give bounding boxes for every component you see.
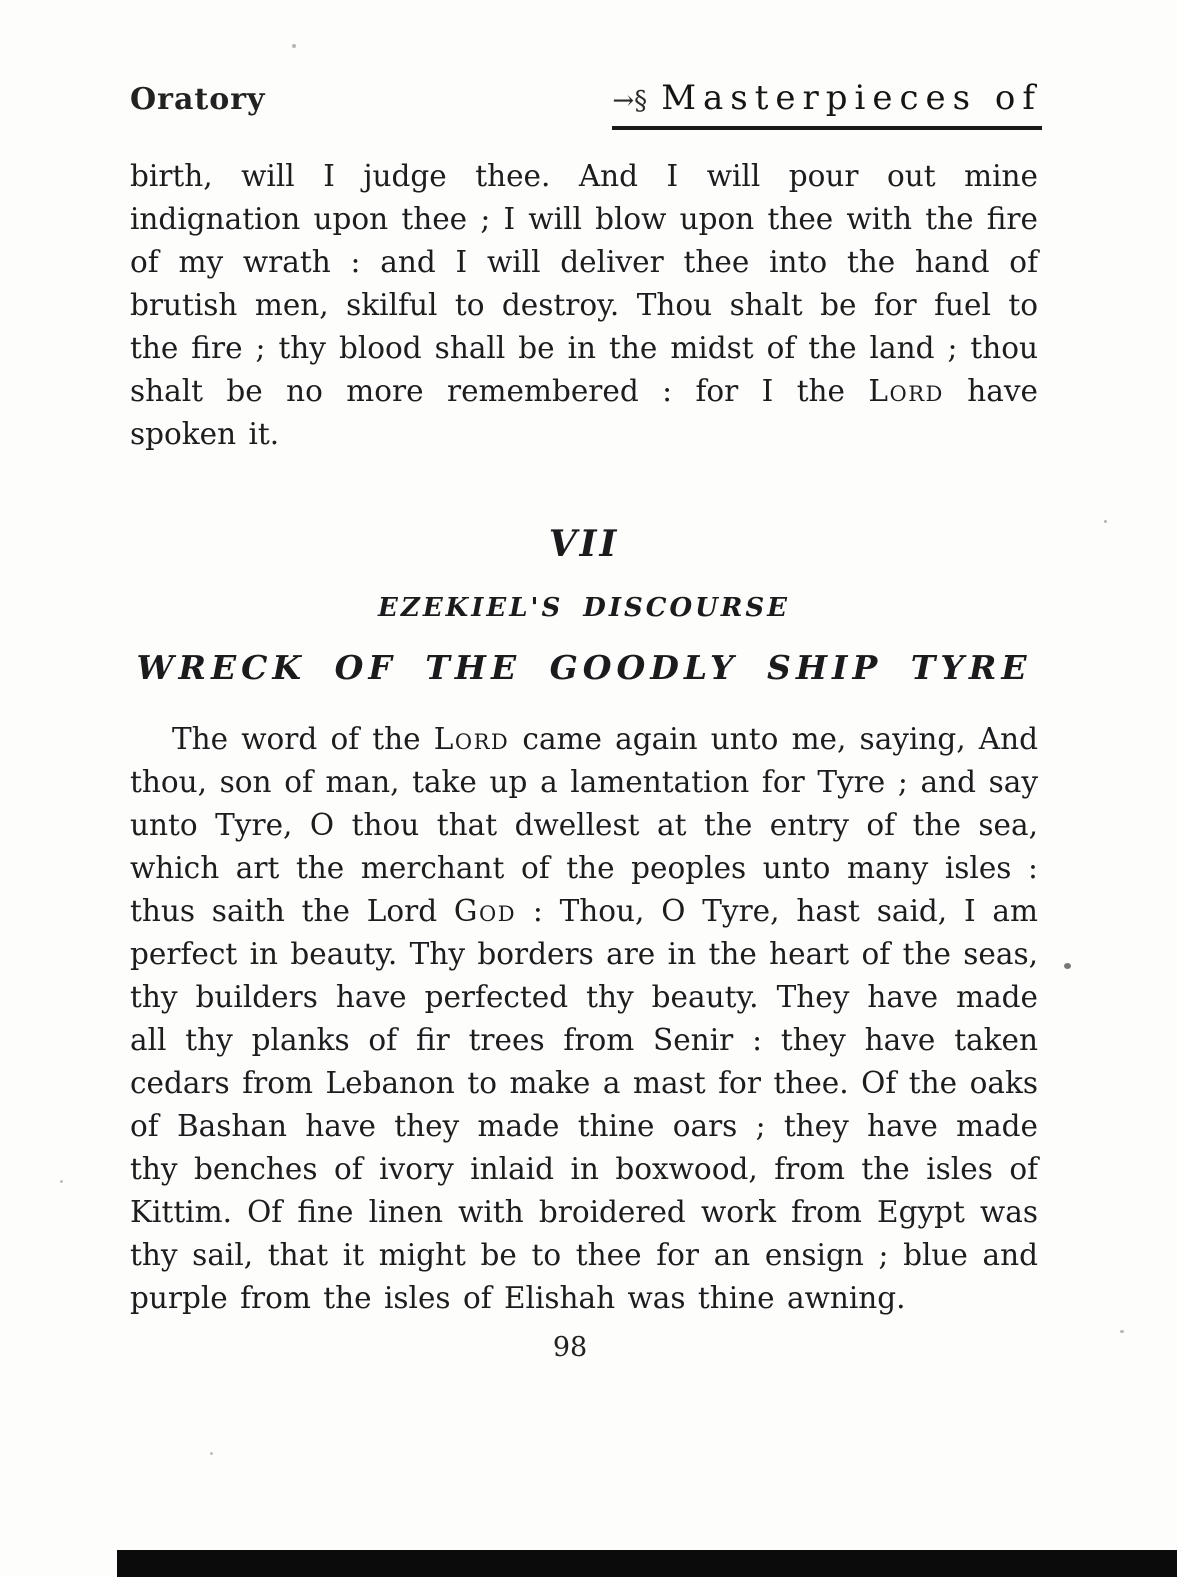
section-subtitle: EZEKIEL'S DISCOURSE — [378, 593, 790, 623]
paragraph-text: birth, will I judge thee. And I will pour out mine indignation upon thee ; I will blow upon thee with the fire of my wrath : and I will deliver thee into the hand of brutish men, skilful to destroy. Thou shalt be for fuel to the fire ; thy blood shall be in the midst of the land ; thou shalt be no more remembered : for I the Lord have spoken it. — [130, 159, 1038, 451]
scan-speck — [1104, 520, 1107, 523]
section-title: WRECK OF THE GOODLY SHIP TYRE — [136, 648, 1032, 687]
scan-speck — [60, 1180, 63, 1183]
scan-edge-bar — [117, 1550, 1177, 1577]
paragraph-text: The word of the Lord came again unto me, saying, And thou, son of man, take up a lamentation for Tyre ; and say unto Tyre, O thou that dwellest at the entry of the sea, which art the merchant of the peoples unto many isles : thus saith the Lord God : Thou, O Tyre, hast said, I am perfect in beauty. Thy borders are in the heart of the seas, thy builders have perfected thy beauty. They have made all thy planks of fir trees from Senir : they have taken cedars from Lebanon to make a mast for thee. Of the oaks of Bashan have they made thine oars ; they have made thy benches of ivory inlaid in boxwood, from the isles of Kittim. Of fine linen with broidered work from Egypt was thy sail, that it might be to thee for an ensign ; blue and purple from the isles of Elishah was thine awning. — [130, 722, 1038, 1315]
header-book-title: Masterpieces of — [661, 78, 1042, 118]
running-header — [130, 78, 1042, 130]
header-book-title-wrap — [612, 78, 1042, 130]
fleuron-ornament-icon: →§ — [612, 86, 648, 116]
section-number: VII — [548, 523, 620, 565]
header-section-label: Oratory — [130, 82, 266, 117]
page-number: 98 — [552, 1332, 588, 1363]
paragraph-continuation — [130, 155, 1038, 456]
scan-speck — [292, 44, 296, 48]
scan-speck — [210, 1452, 213, 1455]
scan-speck — [1064, 963, 1071, 969]
paragraph-main — [130, 718, 1038, 1320]
scan-speck — [1120, 1330, 1124, 1333]
